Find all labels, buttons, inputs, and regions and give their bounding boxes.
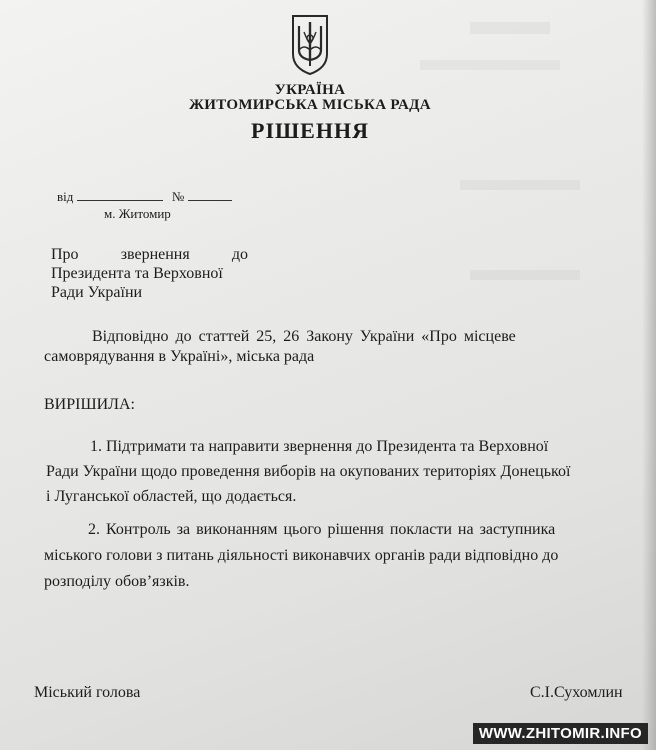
header-council: ЖИТОМИРСЬКА МІСЬКА РАДА: [189, 97, 431, 113]
subject-line-2: Президента та Верховної: [51, 265, 223, 282]
bleed-through-mark: [420, 60, 560, 70]
subject-line-3: Ради України: [51, 284, 143, 301]
item-2-line-2: міського голови з питань діяльності виконавчих органів ради відповідно до: [44, 547, 559, 564]
city-label: м. Житомир: [104, 206, 171, 221]
trident-coat-of-arms-icon: [290, 14, 330, 76]
subject-line-1: [51, 246, 248, 264]
item-1-line-2: Ради України щодо проведення виборів на окупованих територіях Донецької: [46, 463, 571, 480]
page-edge-shadow: [642, 0, 656, 750]
signature-name: С.І.Сухомлин: [530, 684, 623, 701]
date-blank: [77, 188, 163, 201]
signature-position: Міський голова: [34, 684, 141, 701]
item-1-line-1: 1. Підтримати та направити звернення до Президента та Верховної: [90, 438, 549, 455]
preamble-line-1: Відповідно до статтей 25, 26 Закону України «Про місцеве: [92, 328, 516, 345]
number-label: №: [171, 189, 185, 204]
resolved-label: ВИРІШИЛА:: [44, 396, 135, 413]
subject-word: Про: [51, 246, 79, 263]
bleed-through-mark: [470, 22, 550, 34]
item-2-line-3: розподілу обов’язків.: [44, 573, 190, 590]
date-from-label: від: [57, 189, 74, 204]
site-watermark: WWW.ZHITOMIR.INFO: [473, 723, 648, 744]
subject-word: звернення: [120, 246, 190, 263]
bleed-through-mark: [470, 270, 580, 280]
item-1-line-3: і Луганської областей, що додається.: [46, 488, 297, 505]
number-blank: [188, 188, 232, 201]
subject-word: до: [231, 246, 248, 263]
preamble-line-2: самоврядування в Україні», міська рада: [44, 348, 315, 365]
document-title: РІШЕННЯ: [251, 118, 369, 143]
header-country: УКРАЇНА: [274, 82, 346, 98]
date-line: [57, 188, 232, 205]
item-2-line-1: 2. Контроль за виконанням цього рішення покласти на заступника: [88, 521, 556, 538]
bleed-through-mark: [460, 180, 580, 190]
